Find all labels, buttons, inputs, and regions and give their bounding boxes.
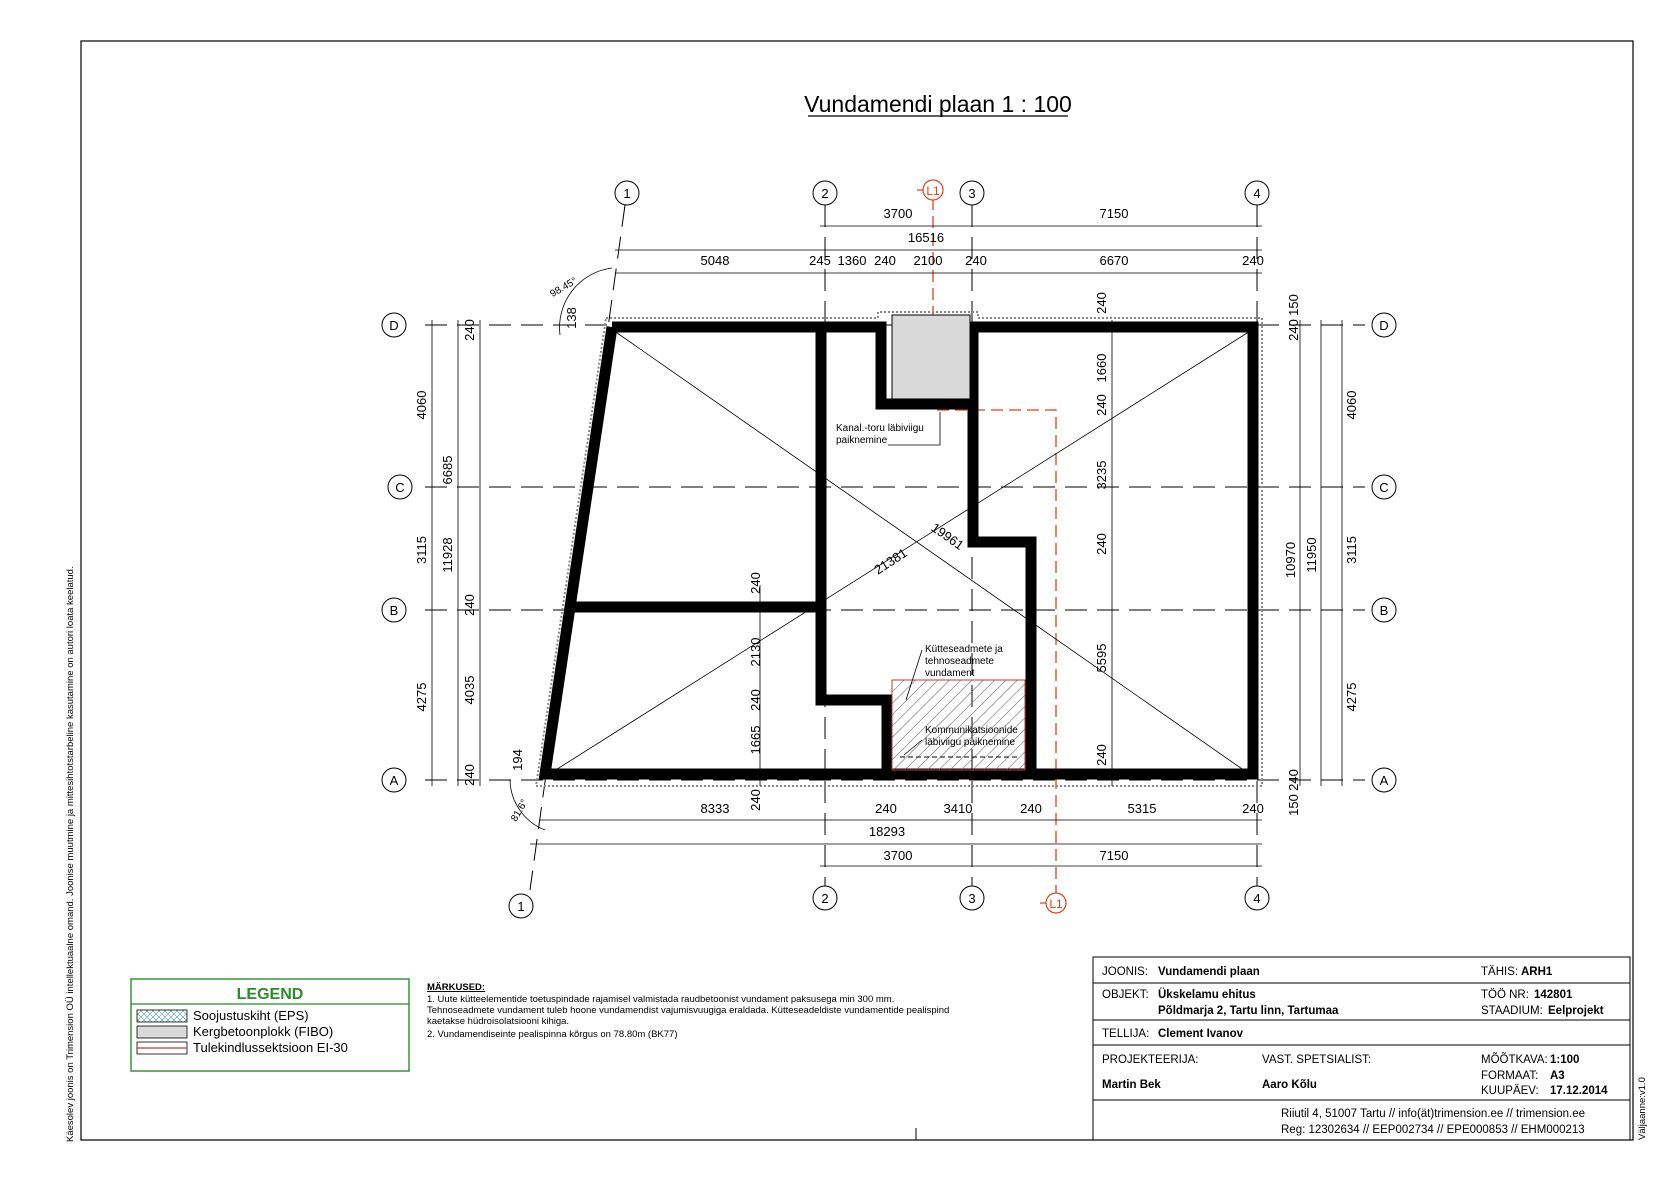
tb-mootkava-label: MÕÕTKAVA: xyxy=(1481,1054,1548,1066)
dim-top1-0: 3700 xyxy=(883,206,913,221)
tb-objekt-value: Ükskelamu ehitus xyxy=(1158,989,1256,1001)
title-block-text xyxy=(1102,966,1608,1136)
dim-diag-0: 21381 xyxy=(871,545,910,578)
dim-top1-1: 7150 xyxy=(1099,206,1129,221)
dim-right-small-1: 150 xyxy=(1286,294,1301,316)
notes-heading: MÄRKUSED: xyxy=(427,982,486,993)
axis-2-top: 2 xyxy=(821,186,829,201)
dim-top2-6: 6670 xyxy=(1099,253,1129,268)
notes-line-2: Tehnoseadmete vundament tuleb hoone vundamendist vajumisvuugiga eraldada. Kütteseadeldiste vundamentide pealispind xyxy=(427,1005,950,1016)
axis-1-top: 1 xyxy=(623,186,631,201)
dim-top2-3: 240 xyxy=(874,253,896,268)
notes-line-3: kaetakse hüdroisolatsiooni kihiga. xyxy=(427,1016,570,1027)
callout-kytte-2: tehnoseadmete xyxy=(925,656,994,667)
dim-bottom1-4: 240 xyxy=(1020,801,1042,816)
tb-kuup-value: 17.12.2014 xyxy=(1550,1085,1608,1097)
dim-left-small-4: 194 xyxy=(510,749,525,771)
tb-proj-value: Martin Bek xyxy=(1102,1079,1161,1091)
dim-top-total: 16516 xyxy=(907,230,945,245)
dim-inner-right-4: 240 xyxy=(1094,533,1109,555)
tb-joonis-label: JOONIS: xyxy=(1102,966,1149,978)
notes xyxy=(427,982,949,1040)
dim-bottom1-2: 240 xyxy=(875,801,897,816)
axis-a-left: A xyxy=(389,773,399,788)
tb-tellija-label: TELLIJA: xyxy=(1102,1028,1150,1040)
tb-staadium-label: STAADIUM: xyxy=(1481,1005,1543,1017)
axis-1-bottom: 1 xyxy=(517,899,525,914)
dim-bottom1-0: 8333 xyxy=(700,801,730,816)
legend xyxy=(131,979,409,1071)
dim-inner-left-2: 240 xyxy=(748,689,763,711)
dim-left-mid-1: 11928 xyxy=(440,537,455,573)
tb-mootkava-value: 1:100 xyxy=(1550,1054,1580,1066)
dim-bottom1-6: 240 xyxy=(1242,801,1264,816)
dim-top2-1: 245 xyxy=(809,253,831,268)
tb-staadium-value: Eelprojekt xyxy=(1548,1005,1604,1017)
dim-left-small-1: 240 xyxy=(462,594,477,616)
section-line-l1 xyxy=(933,198,1056,900)
tb-vast-value: Aaro Kõlu xyxy=(1262,1079,1317,1091)
section-l1-top: L1 xyxy=(926,184,940,198)
callout-kanal-2: paiknemine xyxy=(836,435,888,446)
dim-inner-right-3: 3235 xyxy=(1094,460,1109,490)
axis-3-bottom: 3 xyxy=(968,891,976,906)
dim-left-outer-0: 4060 xyxy=(414,390,429,420)
dim-inner-left-3: 1665 xyxy=(748,725,763,755)
dim-bottom2-0: 3700 xyxy=(883,848,913,863)
notes-line-4: 2. Vundamendiseinte pealispinna kõrgus on 78.80m (BK77) xyxy=(427,1029,678,1040)
version-text: Väljaanne:v1.0 xyxy=(1637,1077,1648,1140)
dim-top2-2: 1360 xyxy=(837,253,867,268)
plan-title: Vundamendi plaan 1 : 100 xyxy=(804,91,1072,117)
callout-kommun-2: läbiviigu paiknemine xyxy=(925,737,1016,748)
copyright-side-text: Käesolev joonis on Trimension OÜ intellektuaalne omand. Joonise muutmine ja mittesihtotstarbeline kasutamine on autori loata keelatud. xyxy=(65,566,76,1142)
dim-inner-right-0: 240 xyxy=(1094,292,1109,314)
dim-diag-1: 19961 xyxy=(928,519,967,553)
callout-kytte-3: vundament xyxy=(925,668,975,679)
dim-angle-0: 98.45° xyxy=(548,275,580,300)
dim-inner-left-4: 240 xyxy=(748,789,763,811)
axis-c-left: C xyxy=(395,480,405,495)
dim-left-small-3: 138 xyxy=(564,307,579,329)
axis-b-left: B xyxy=(389,603,399,618)
dim-bottom1-3: 3410 xyxy=(943,801,973,816)
chimney-block xyxy=(892,315,970,399)
axis-a-right: A xyxy=(1379,773,1389,788)
dim-left-small-2: 240 xyxy=(462,764,477,786)
notes-line-1: 1. Uute kütteelementide toetuspindade rajamisel valmistada raudbetoonist vundament paksusega min 300 mm. xyxy=(427,994,895,1005)
sheet-frame xyxy=(81,41,1633,1140)
section-l1-bottom: L1 xyxy=(1049,897,1063,911)
callout-kommun-1: Kommunikatsioonide xyxy=(925,725,1018,736)
dim-right-outer-2: 4275 xyxy=(1344,682,1359,712)
dim-left-outer-2: 4275 xyxy=(414,682,429,712)
dim-inner-right-5: 5595 xyxy=(1094,643,1109,673)
dim-right-small-2: 150 xyxy=(1286,794,1301,816)
legend-item-eps: Soojustuskiht (EPS) xyxy=(193,1008,309,1023)
dim-inner-left-1: 2130 xyxy=(748,637,763,667)
dim-top2-7: 240 xyxy=(1242,253,1264,268)
dim-inner-right-2: 240 xyxy=(1094,394,1109,416)
tb-formaat-value: A3 xyxy=(1550,1070,1565,1082)
axis-3-top: 3 xyxy=(968,186,976,201)
callout-kytte-1: Kütteseadmete ja xyxy=(925,644,1003,655)
dim-bottom1-5: 5315 xyxy=(1127,801,1157,816)
tb-proj-label: PROJEKTEERIJA: xyxy=(1102,1054,1199,1066)
callout-kanal-1: Kanal.-toru läbiviigu xyxy=(836,423,924,434)
tb-kuup-label: KUUPÄEV: xyxy=(1481,1085,1539,1097)
dim-angle-1: 81.6° xyxy=(509,797,531,824)
dim-right-mid-1: 11950 xyxy=(1304,537,1319,573)
dim-left-outer-1: 3115 xyxy=(414,536,429,564)
legend-item-fibo: Kergbetoonplokk (FIBO) xyxy=(193,1024,334,1039)
tb-firm-line-2: Reg: 12302634 // EEP002734 // EPE000853 // EHM000213 xyxy=(1281,1124,1585,1136)
dim-right-outer-0: 4060 xyxy=(1344,390,1359,420)
tb-too-value: 142801 xyxy=(1534,989,1573,1001)
tb-formaat-label: FORMAAT: xyxy=(1481,1070,1539,1082)
legend-item-ei30: Tulekindlussektsioon EI-30 xyxy=(193,1040,348,1055)
axis-d-left: D xyxy=(389,318,399,333)
dim-right-mid-0: 10970 xyxy=(1283,541,1298,579)
dim-inner-right-1: 1660 xyxy=(1094,353,1109,383)
tb-vast-label: VAST. SPETSIALIST: xyxy=(1262,1054,1372,1066)
axis-b-right: B xyxy=(1379,603,1389,618)
dim-inner-left-0: 240 xyxy=(748,572,763,594)
tb-tellija-value: Clement Ivanov xyxy=(1158,1028,1243,1040)
tb-objekt-label: OBJEKT: xyxy=(1102,989,1149,1001)
dim-right-small-3: 240 xyxy=(1286,769,1301,791)
dim-bottom-total: 18293 xyxy=(868,824,906,839)
axis-d-right: D xyxy=(1379,318,1389,333)
dim-left-mid-0: 6685 xyxy=(440,455,455,485)
dim-left-mid-2: 4035 xyxy=(462,675,477,705)
axis-4-bottom: 4 xyxy=(1253,891,1261,906)
tb-firm-line-1: Riiutil 4, 51007 Tartu // info(ät)trimension.ee // trimension.ee xyxy=(1281,1108,1586,1120)
legend-swatch-fibo xyxy=(137,1026,187,1038)
dim-inner-right-6: 240 xyxy=(1094,744,1109,766)
axis-2-bottom: 2 xyxy=(821,891,829,906)
dim-top2-4: 2100 xyxy=(913,253,943,268)
dim-right-small-0: 240 xyxy=(1286,319,1301,341)
dim-top2-0: 5048 xyxy=(700,253,730,268)
dim-left-small-0: 240 xyxy=(462,319,477,341)
dim-top2-5: 240 xyxy=(965,253,987,268)
legend-title: LEGEND xyxy=(236,986,304,1003)
tb-joonis-value: Vundamendi plaan xyxy=(1158,966,1260,978)
axis-4-top: 4 xyxy=(1253,186,1261,201)
tb-address: Põldmarja 2, Tartu linn, Tartumaa xyxy=(1158,1005,1339,1017)
axis-c-right: C xyxy=(1379,480,1389,495)
dim-bottom2-1: 7150 xyxy=(1099,848,1129,863)
tb-tahis-label: TÄHIS: xyxy=(1481,966,1519,978)
dim-right-outer-1: 3115 xyxy=(1344,536,1359,564)
tb-tahis-value: ARH1 xyxy=(1521,966,1553,978)
legend-swatch-eps xyxy=(137,1010,187,1022)
tb-too-label: TÖÖ NR: xyxy=(1481,989,1529,1001)
